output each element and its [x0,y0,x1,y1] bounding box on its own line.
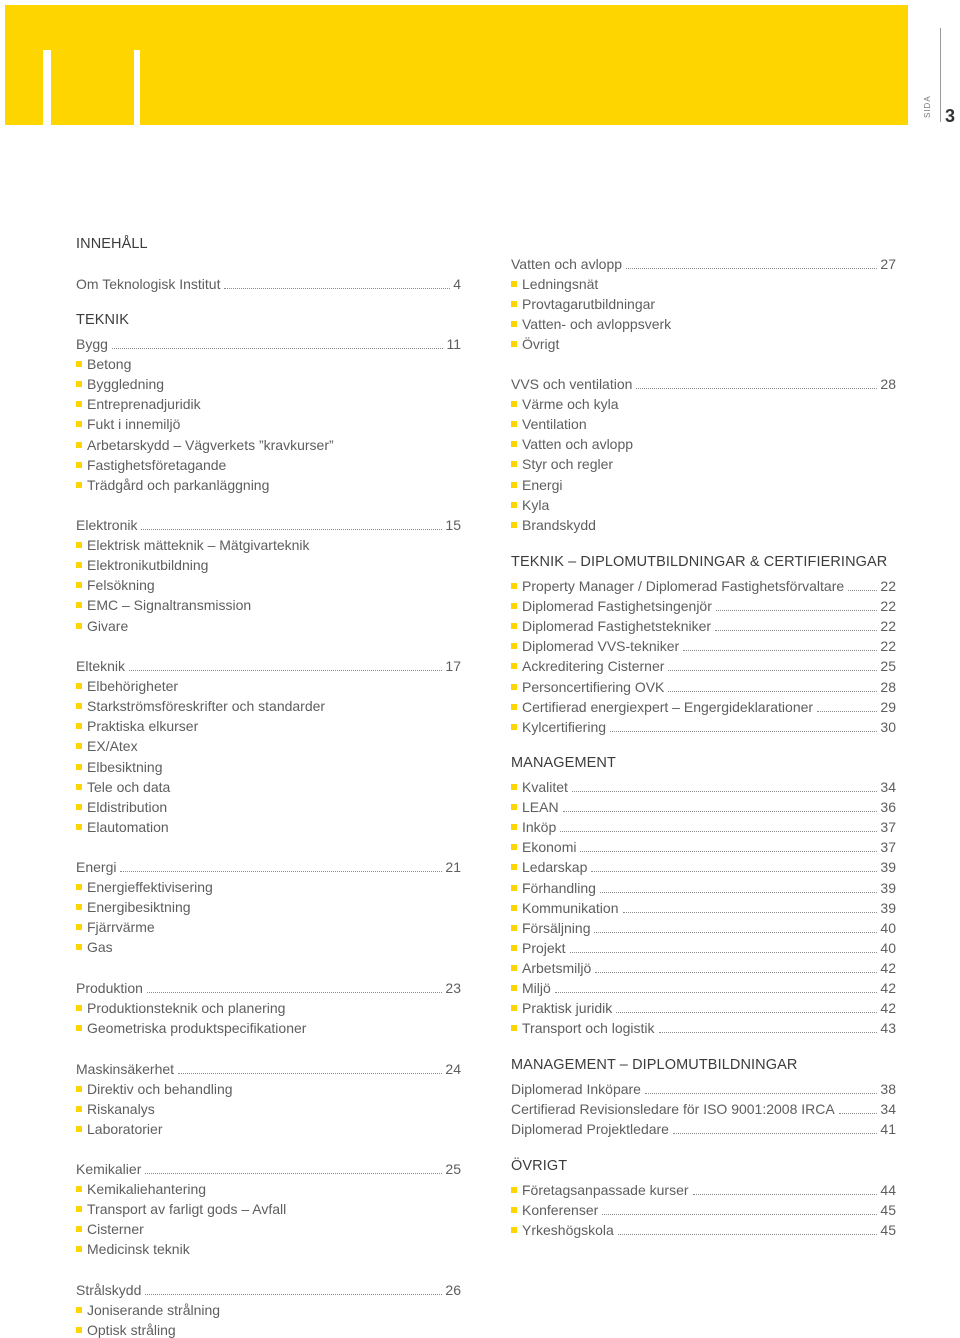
toc-subitem[interactable] [511,473,896,493]
toc-subitem[interactable] [76,915,461,935]
toc-label: Fukt i innemiljö [76,416,180,432]
toc-subitem[interactable] [511,956,896,976]
toc-page-number: 29 [880,698,896,715]
leader-dots [610,731,877,732]
toc-label: Brandskydd [511,517,596,533]
leader-dots [580,851,877,852]
leader-dots [848,590,877,591]
toc-page-number: 34 [880,1101,896,1118]
toc-label: Företagsanpassade kurser [511,1182,689,1198]
toc-subitem[interactable] [76,593,461,613]
toc-subitem[interactable] [76,674,461,694]
toc-page-number: 41 [880,1121,896,1138]
toc-label: Ledarskap [511,859,587,875]
toc-page-number: 39 [880,879,896,896]
banner-stripe [43,50,51,125]
section-heading: TEKNIK [76,312,129,328]
toc-page-number: 21 [445,859,461,875]
toc-subitem[interactable] [511,272,896,292]
toc-subitem[interactable] [511,432,896,452]
toc-entry[interactable] [511,1117,896,1137]
toc-page-number: 15 [445,517,461,533]
toc-label: Entreprenadjuridik [76,396,201,412]
toc-label: Cisterner [76,1221,144,1237]
toc-subitem[interactable] [511,392,896,412]
toc-label: Property Manager / Diplomerad Fastighetsförvaltare [511,578,844,594]
toc-label: Personcertifiering OVK [511,679,664,695]
toc-label: Om Teknologisk Institut [76,276,221,292]
toc-label: Kyla [511,497,549,513]
toc-label: Medicinsk teknik [76,1241,190,1257]
section-heading: INNEHÅLL [76,236,148,252]
toc-subitem[interactable] [76,1298,461,1318]
leader-dots [715,630,877,631]
toc-label: Fjärrvärme [76,919,155,935]
toc-label: Praktiska elkurser [76,718,198,734]
toc-subitem[interactable] [76,1197,461,1217]
toc-label: EMC – Signaltransmission [76,597,251,613]
toc-label: Kemikalier [76,1161,142,1177]
toc-label: Värme och kyla [511,396,618,412]
toc-subitem[interactable] [511,594,896,614]
toc-entry[interactable] [76,654,461,674]
toc-label: Försäljning [511,920,590,936]
toc-page-number: 23 [445,980,461,996]
toc-subitem[interactable] [511,574,896,594]
toc-page-number: 43 [880,1020,896,1037]
toc-page-number: 36 [880,799,896,816]
toc-subitem[interactable] [76,412,461,432]
toc-label: Övrigt [511,336,559,352]
toc-subitem[interactable] [76,895,461,915]
toc-subitem[interactable] [511,332,896,352]
leader-dots [141,529,442,530]
section-heading: TEKNIK – DIPLOMUTBILDNINGAR & CERTIFIERINGAR [511,554,888,570]
toc-label: Förhandling [511,880,596,896]
toc-subitem[interactable] [511,835,896,855]
toc-label: Betong [76,356,131,372]
toc-label: Ackreditering Cisterner [511,658,664,674]
toc-label: EX/Atex [76,738,138,754]
toc-subitem[interactable] [511,452,896,472]
toc-label: Ekonomi [511,839,576,855]
toc-subitem[interactable] [76,372,461,392]
toc-label: Provtagarutbildningar [511,296,655,312]
toc-label: Transport av farligt gods – Avfall [76,1201,286,1217]
toc-label: Elbehörigheter [76,678,178,694]
toc-label: Produktionsteknik och planering [76,1000,285,1016]
toc-page-number: 11 [446,336,461,352]
toc-subitem[interactable] [76,1077,461,1097]
toc-label: Energi [76,859,117,875]
toc-label: Elteknik [76,658,126,674]
toc-subitem[interactable] [76,1117,461,1137]
leader-dots [572,791,878,792]
banner-stripe [134,50,140,125]
toc-subitem[interactable] [511,614,896,634]
toc-page-number: 30 [880,718,896,735]
toc-subitem[interactable] [511,412,896,432]
toc-subitem[interactable] [76,996,461,1016]
toc-label: Certifierad energiexpert – Engergideklarationer [511,699,813,715]
section-heading: ÖVRIGT [511,1158,568,1174]
toc-label: Elektrisk mätteknik – Mätgivarteknik [76,537,310,553]
toc-label: Projekt [511,940,566,956]
toc-label: Kemikaliehantering [76,1181,206,1197]
toc-page-number: 44 [880,1182,896,1198]
side-divider [940,28,941,122]
toc-subitem[interactable] [511,292,896,312]
toc-entry[interactable] [76,513,461,533]
toc-subitem[interactable] [76,815,461,835]
leader-dots [560,831,877,832]
leader-dots [668,691,877,692]
toc-page-number: 28 [880,376,896,392]
toc-subitem[interactable] [511,634,896,654]
toc-label: Vatten och avlopp [511,256,623,272]
toc-subitem[interactable] [511,1016,896,1036]
toc-label: Ledningsnät [511,276,598,292]
toc-page-number: 22 [880,618,896,635]
toc-label: Energieffektivisering [76,879,213,895]
toc-page-number: 45 [880,1222,896,1239]
toc-label: Bygg [76,336,108,352]
toc-subitem[interactable] [511,493,896,513]
toc-label: Ventilation [511,416,587,432]
header-banner [5,5,908,125]
toc-subitem[interactable] [511,855,896,875]
toc-subitem[interactable] [511,896,896,916]
toc-label: Styr och regler [511,456,613,472]
toc-label: Certifierad Revisionsledare för ISO 9001:2008 IRCA [511,1101,835,1118]
toc-subitem[interactable] [76,352,461,372]
toc-label: Gas [76,939,113,955]
toc-label: Arbetsmiljö [511,960,591,976]
toc-page-number: 42 [880,980,896,996]
toc-page-number: 45 [880,1202,896,1219]
toc-label: Byggledning [76,376,164,392]
toc-subitem[interactable] [76,875,461,895]
toc-entry[interactable] [511,372,896,392]
leader-dots [129,670,442,671]
toc-label: Riskanalys [76,1101,155,1117]
toc-label: LEAN [511,799,559,815]
toc-label: Kommunikation [511,900,619,916]
toc-page-number: 27 [880,256,896,272]
toc-label: Trädgård och parkanläggning [76,477,269,493]
toc-subitem[interactable] [76,1237,461,1257]
leader-dots [145,1294,442,1295]
toc-entry[interactable] [76,272,461,292]
leader-dots [817,711,877,712]
toc-label: Elektronik [76,517,138,533]
toc-page-number: 24 [445,1061,461,1077]
toc-page-number: 26 [445,1282,461,1298]
toc-subitem[interactable] [76,1097,461,1117]
leader-dots [112,348,444,349]
leader-dots [618,1234,878,1235]
toc-label: Optisk stråling [76,1322,176,1338]
toc-subitem[interactable] [511,996,896,1016]
toc-subitem[interactable] [511,715,896,735]
toc-label: Konferenser [511,1202,598,1218]
leader-dots [668,670,877,671]
leader-dots [147,992,442,993]
toc-label: Geometriska produktspecifikationer [76,1020,306,1036]
toc-entry[interactable] [76,855,461,875]
toc-subitem[interactable] [76,1217,461,1237]
toc-page-number: 25 [880,658,896,675]
toc-page-number: 28 [880,678,896,695]
leader-dots [716,610,878,611]
leader-dots [839,1113,878,1114]
toc-subitem[interactable] [76,453,461,473]
leader-dots [683,650,877,651]
toc-subitem[interactable] [76,1016,461,1036]
toc-label: Kvalitet [511,779,568,795]
leader-dots [602,1214,877,1215]
toc-label: Kylcertifiering [511,719,606,735]
toc-label: Yrkeshögskola [511,1222,614,1238]
toc-subitem[interactable] [511,1178,896,1198]
toc-page-number: 22 [880,578,896,594]
toc-label: Transport och logistik [511,1020,655,1036]
toc-label: Praktisk juridik [511,1000,612,1016]
toc-label: Energibesiktning [76,899,191,915]
toc-subitem[interactable] [511,815,896,835]
leader-dots [224,288,450,289]
toc-subitem[interactable] [511,976,896,996]
toc-subitem[interactable] [76,392,461,412]
toc-subitem[interactable] [76,755,461,775]
leader-dots [626,268,877,269]
toc-subitem[interactable] [511,936,896,956]
toc-label: Diplomerad Inköpare [511,1081,641,1097]
toc-label: Felsökning [76,577,155,593]
toc-page-number: 39 [880,899,896,916]
toc-label: Produktion [76,980,143,996]
toc-page-number: 40 [880,939,896,956]
leader-dots [591,871,877,872]
toc-label: Laboratorier [76,1121,163,1137]
leader-dots [623,912,878,913]
toc-subitem[interactable] [511,695,896,715]
toc-subitem[interactable] [76,433,461,453]
toc-entry[interactable] [76,976,461,996]
toc-entry[interactable] [76,332,461,352]
toc-subitem[interactable] [511,654,896,674]
toc-subitem[interactable] [511,775,896,795]
section-heading: MANAGEMENT – DIPLOMUTBILDNINGAR [511,1057,798,1073]
leader-dots [595,972,877,973]
toc-label: Elautomation [76,819,169,835]
toc-subitem[interactable] [511,513,896,533]
toc-label: VVS och ventilation [511,376,633,392]
toc-label: Fastighetsföretagande [76,457,226,473]
toc-subitem[interactable] [511,312,896,332]
toc-page-number: 37 [880,839,896,856]
toc-subitem[interactable] [76,795,461,815]
toc-subitem[interactable] [76,734,461,754]
toc-subitem[interactable] [76,694,461,714]
toc-subitem[interactable] [511,916,896,936]
toc-subitem[interactable] [76,473,461,493]
toc-label: Diplomerad VVS-tekniker [511,638,679,654]
leader-dots [600,892,877,893]
toc-label: Diplomerad Fastighetstekniker [511,618,711,634]
toc-entry[interactable] [76,1057,461,1077]
toc-entry[interactable] [511,252,896,272]
toc-subitem[interactable] [76,553,461,573]
toc-entry[interactable] [511,1077,896,1097]
leader-dots [570,952,878,953]
toc-subitem[interactable] [511,675,896,695]
leader-dots [659,1032,878,1033]
toc-page-number: 37 [880,819,896,836]
toc-page-number: 40 [880,919,896,936]
toc-label: Strålskydd [76,1282,142,1298]
toc-page-number: 34 [880,779,896,795]
toc-label: Vatten och avlopp [511,436,633,452]
page-label: SIDA [923,95,932,118]
toc-label: Miljö [511,980,551,996]
toc-page-number: 22 [880,598,896,615]
toc-page-number: 42 [880,1000,896,1017]
leader-dots [616,1012,877,1013]
toc-subitem[interactable] [76,614,461,634]
toc-label: Arbetarskydd – Vägverkets ”kravkurser” [76,437,334,453]
page-number: 3 [945,106,956,126]
toc-page-number: 17 [445,658,461,674]
toc-label: Direktiv och behandling [76,1081,233,1097]
toc-subitem[interactable] [76,714,461,734]
toc-page-number: 4 [453,276,461,292]
toc-subitem[interactable] [511,1198,896,1218]
leader-dots [145,1173,442,1174]
leader-dots [178,1073,442,1074]
leader-dots [693,1194,878,1195]
toc-subitem[interactable] [76,533,461,553]
leader-dots [594,932,877,933]
toc-page-number: 39 [880,859,896,876]
toc-page-number: 42 [880,959,896,976]
toc-subitem[interactable] [76,1318,461,1338]
leader-dots [645,1093,877,1094]
leader-dots [636,388,877,389]
toc-page-number: 25 [445,1161,461,1177]
section-heading: MANAGEMENT [511,755,616,771]
toc-subitem[interactable] [76,573,461,593]
toc-label: Diplomerad Projektledare [511,1121,669,1138]
leader-dots [120,871,442,872]
toc-label: Starkströmsföreskrifter och standarder [76,698,325,714]
toc-label: Maskinsäkerhet [76,1061,175,1077]
toc-entry[interactable] [76,1278,461,1298]
toc-label: Energi [511,477,562,493]
toc-label: Elbesiktning [76,759,163,775]
leader-dots [563,811,878,812]
toc-label: Inköp [511,819,556,835]
toc-label: Tele och data [76,779,170,795]
toc-subitem[interactable] [511,795,896,815]
toc-entry[interactable] [511,1097,896,1117]
toc-label: Joniserande strålning [76,1302,220,1318]
toc-label: Vatten- och avloppsverk [511,316,671,332]
toc-page-number: 22 [880,638,896,655]
toc-label: Elektronikutbildning [76,557,208,573]
toc-label: Diplomerad Fastighetsingenjör [511,598,712,614]
leader-dots [555,992,878,993]
toc-subitem[interactable] [511,1218,896,1238]
toc-subitem[interactable] [76,775,461,795]
toc-subitem[interactable] [511,876,896,896]
toc-label: Givare [76,618,128,634]
toc-subitem[interactable] [76,1177,461,1197]
toc-label: Eldistribution [76,799,167,815]
toc-page-number: 38 [880,1081,896,1097]
toc-entry[interactable] [76,1157,461,1177]
leader-dots [673,1133,877,1134]
toc-subitem[interactable] [76,935,461,955]
